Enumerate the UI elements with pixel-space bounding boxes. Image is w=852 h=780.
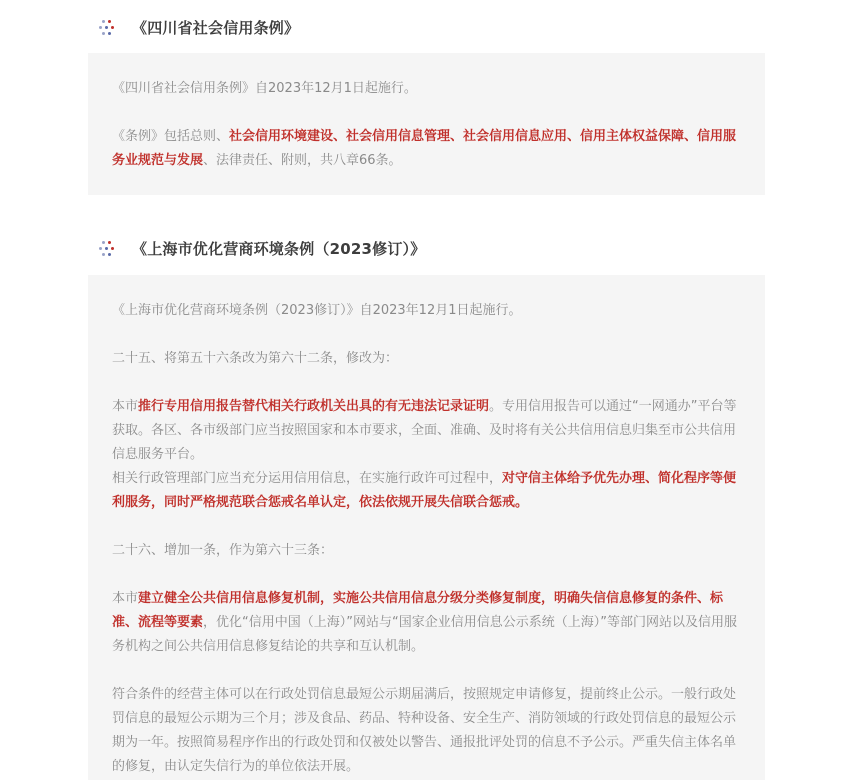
section-heading-shanghai (98, 237, 425, 259)
content-paragraph: 本市建立健全公共信用信息修复机制，实施公共信用信息分级分类修复制度，明确失信信息修复的条件、标准、流程等要素，优化“信用中国（上海）”网站与“国家企业信用信息公示系统（上海）”等部门网站以及信用服务机构之间公共信用信息修复结论的共享和互认机制。 (112, 591, 737, 654)
highlight-text: 对守信主体给予优先办理、简化程序等便利服务，同时严格规范联合惩戒名单认定，依法依规开展失信联合惩戒。 (112, 471, 737, 510)
highlight-text: 推行专用信用报告替代相关行政机关出具的有无违法记录证明 (138, 399, 490, 414)
article-item-26: 二十六、增加一条，作为第六十三条： (112, 543, 334, 558)
dots-grid-icon (98, 18, 116, 36)
content-paragraph: 《条例》包括总则、社会信用环境建设、社会信用信息管理、社会信用信息应用、信用主体权益保障、信用服务业规范与发展、法律责任、附则，共八章66条。 (112, 129, 737, 168)
section-heading-sichuan (98, 16, 299, 38)
effective-date-text: 《四川省社会信用条例》自2023年12月1日起施行。 (112, 81, 417, 96)
article-item-25: 二十五、将第五十六条改为第六十二条，修改为： (112, 351, 399, 366)
content-paragraph: 符合条件的经营主体可以在行政处罚信息最短公示期届满后，按照规定申请修复，提前终止公示。一般行政处罚信息的最短公示期为三个月；涉及食品、药品、特种设备、安全生产、消防领域的行政处罚信息的最短公示期为一年。按照简易程序作出的行政处罚和仅被处以警告、通报批评处罚的信息不予公示。严重失信主体名单的修复，由认定失信行为的单位依法开展。 (112, 687, 737, 774)
highlight-text: 社会信用环境建设、社会信用信息管理、社会信用信息应用、信用主体权益保障、信用服务业规范与发展 (112, 129, 737, 168)
content-paragraph: 相关行政管理部门应当充分运用信用信息，在实施行政许可过程中，对守信主体给予优先办理、简化程序等便利服务，同时严格规范联合惩戒名单认定，依法依规开展失信联合惩戒。 (112, 471, 737, 510)
section-panel-shanghai (88, 275, 765, 780)
dots-grid-icon (98, 239, 116, 257)
highlight-text: 建立健全公共信用信息修复机制，实施公共信用信息分级分类修复制度，明确失信信息修复的条件、标准、流程等要素 (112, 591, 724, 630)
section-title: 《四川省社会信用条例》 (132, 18, 300, 37)
section-title: 《上海市优化营商环境条例（2023修订）》 (132, 239, 426, 258)
content-paragraph: 本市推行专用信用报告替代相关行政机关出具的有无违法记录证明。专用信用报告可以通过“一网通办”平台等获取。各区、各市级部门应当按照国家和本市要求，全面、准确、及时将有关公共信用信息归集至市公共信用信息服务平台。 (112, 399, 737, 462)
effective-date-text: 《上海市优化营商环境条例（2023修订）》自2023年12月1日起施行。 (112, 303, 522, 318)
section-panel-sichuan (88, 53, 765, 195)
